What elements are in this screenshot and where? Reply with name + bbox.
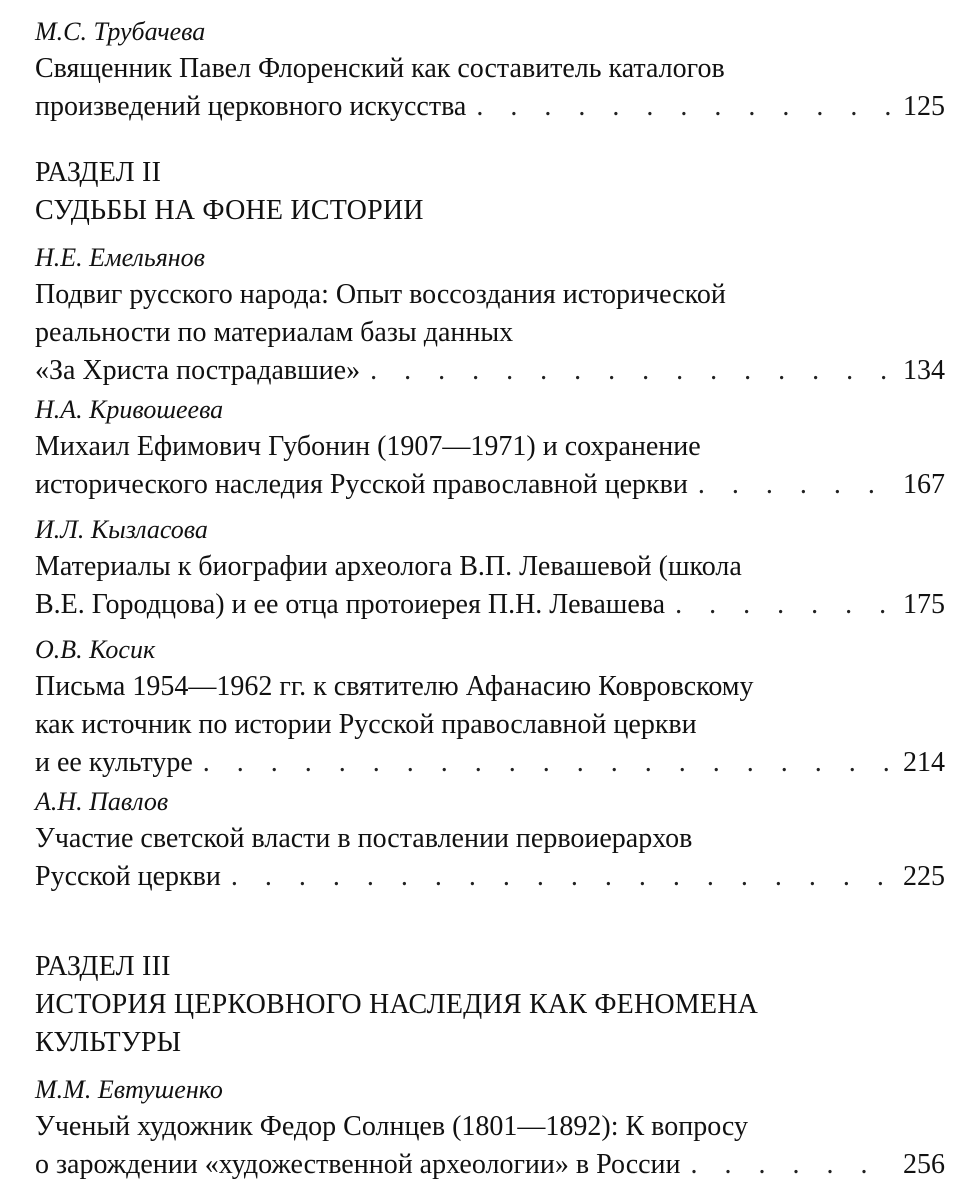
toc-entry — [35, 632, 945, 782]
entry-title-line: Участие светской власти в поставлении первоиерархов — [35, 823, 693, 854]
entry-title-text: произведений церковного искусства — [35, 91, 467, 122]
entry-page-number: 256 — [903, 1149, 945, 1180]
leader-dots — [370, 352, 895, 390]
leader-dots — [231, 858, 895, 896]
section-title-line: ИСТОРИЯ ЦЕРКОВНОГО НАСЛЕДИЯ КАК ФЕНОМЕНА — [35, 989, 759, 1020]
entry-title-text: В.Е. Городцова) и ее отца протоиерея П.Н. Левашева — [35, 589, 666, 620]
leader-dots — [675, 586, 895, 624]
entry-author: Н.Е. Емельянов — [35, 243, 205, 272]
section-label: РАЗДЕЛ III — [35, 951, 171, 982]
section-heading — [35, 154, 945, 230]
leader-dots — [698, 466, 895, 504]
entry-author: М.М. Евтушенко — [35, 1075, 223, 1104]
entry-title-last-line — [35, 858, 945, 896]
entry-title-line: как источник по истории Русской православной церкви — [35, 709, 697, 740]
entry-title-line: Материалы к биографии археолога В.П. Левашевой (школа — [35, 551, 742, 582]
entry-author: М.С. Трубачева — [35, 17, 206, 46]
leader-dots — [476, 88, 895, 126]
entry-title-last-line — [35, 352, 945, 390]
entry-title-line: Священник Павел Флоренский как составитель каталогов — [35, 53, 725, 84]
entry-author: О.В. Косик — [35, 635, 156, 664]
toc-entry — [35, 512, 945, 624]
entry-title-line: Письма 1954—1962 гг. к святителю Афанасию Ковровскому — [35, 671, 754, 702]
entry-title-text: исторического наследия Русской православной церкви — [35, 469, 688, 500]
toc-entry — [35, 392, 945, 504]
entry-title-last-line — [35, 466, 945, 504]
section-title-line: КУЛЬТУРЫ — [35, 1027, 182, 1058]
entry-title-text: Русской церкви — [35, 861, 221, 892]
entry-title-last-line — [35, 1146, 945, 1184]
entry-page-number: 167 — [903, 469, 945, 500]
entry-title-line: Ученый художник Федор Солнцев (1801—1892): К вопросу — [35, 1111, 748, 1142]
toc-entry — [35, 14, 945, 126]
entry-page-number: 175 — [903, 589, 945, 620]
entry-title-last-line — [35, 744, 945, 782]
entry-author: Н.А. Кривошеева — [35, 395, 224, 424]
entry-page-number: 125 — [903, 91, 945, 122]
toc-entry — [35, 1072, 945, 1184]
leader-dots — [691, 1146, 895, 1184]
entry-title-text: и ее культуре — [35, 747, 193, 778]
entry-title-line: Михаил Ефимович Губонин (1907—1971) и сохранение — [35, 431, 701, 462]
entry-title-text: «За Христа пострадавшие» — [35, 355, 361, 386]
entry-title-line: Подвиг русского народа: Опыт воссоздания исторической — [35, 279, 726, 310]
section-heading — [35, 948, 945, 1062]
entry-page-number: 134 — [903, 355, 945, 386]
entry-page-number: 225 — [903, 861, 945, 892]
section-title: СУДЬБЫ НА ФОНЕ ИСТОРИИ — [35, 195, 424, 226]
entry-title-text: о зарождении «художественной археологии» в России — [35, 1149, 681, 1180]
leader-dots — [203, 744, 895, 782]
entry-title-last-line — [35, 586, 945, 624]
toc-page — [35, 0, 945, 1200]
section-label: РАЗДЕЛ II — [35, 157, 162, 188]
entry-author: И.Л. Кызласова — [35, 515, 208, 544]
entry-title-last-line — [35, 88, 945, 126]
toc-entry — [35, 784, 945, 896]
entry-page-number: 214 — [903, 747, 945, 778]
toc-entry — [35, 240, 945, 390]
entry-author: А.Н. Павлов — [35, 787, 169, 816]
entry-title-line: реальности по материалам базы данных — [35, 317, 514, 348]
